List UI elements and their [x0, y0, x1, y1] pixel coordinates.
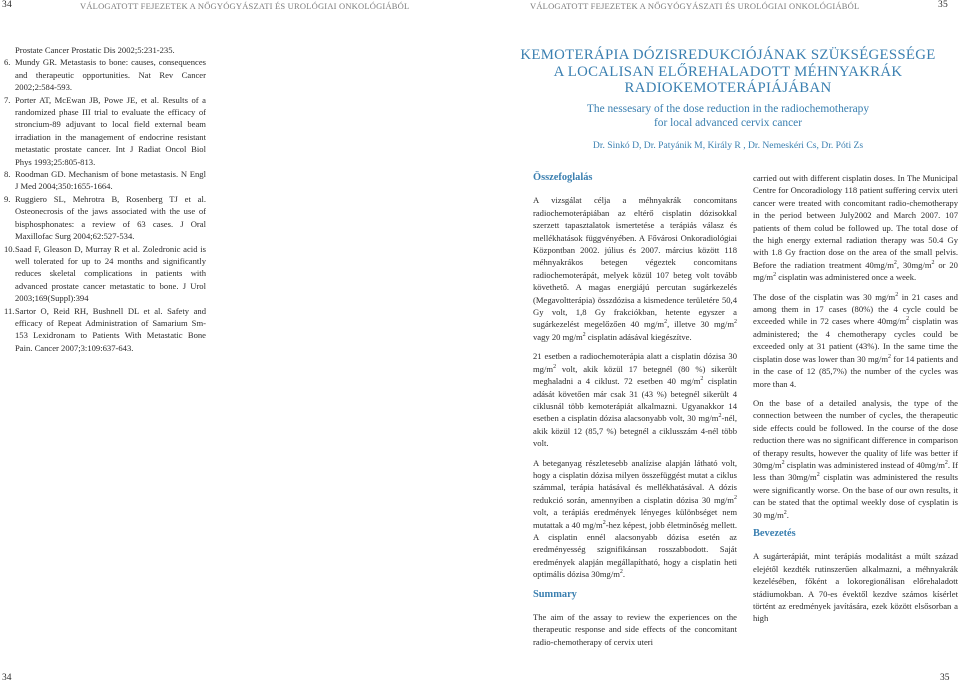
reference-number: 9. [4, 193, 11, 204]
left-page-number-top: 34 [2, 0, 12, 10]
left-page-number-bottom: 34 [2, 673, 12, 683]
right-page-number-bottom: 35 [940, 673, 950, 683]
reference-number: 8. [4, 169, 11, 180]
reference-number: 11. [4, 305, 15, 316]
subtitle-line-1: The nessesary of the dose reduction in the radiochemotherapy [586, 103, 870, 115]
reference-text: Saad F, Gleason D, Murray R et al. Zoledronic acid is well tolerated for up to 24 months and significantly reduces skeletal complications in patients with advanced prostate cancer metastatic to bone. J Urol 2003;169(Suppl):394 [15, 243, 206, 304]
title-line-3: RADIOKEMOTERÁPIÁJÁBAN [624, 80, 832, 96]
article-title [496, 47, 960, 97]
summary-paragraph-2: carried out with different cisplatin doses. In The Municipal Centre for Oncoradiology 118 patient suffering cervix uteri cancer were treated with concomitant radio-chemotherapy in the period between July2002 and March 2007. 107 patients of them colud be followed up. The total dose of the high energy external radiation therapy was 50.4 Gy with 1.8 Gy fraction dose on the area of the small pelvis. Before the radiation treatment $40mg/m^2$, $30mg/m^2$ or 20 $mg/m^2$ cisplatin was administered once a week. [753, 173, 958, 283]
reference-text: Porter AT, McEwan JB, Powe JE, et al. Results of a randomized phase III trial to evaluate the efficacy of stroncium-89 adjuvant to local field external beam irradiation in the management of endocrine resistant metastatic prostate cancer. Int J Radiat Oncol Biol Phys 1993;25:805-813. [15, 94, 206, 167]
reference-number [4, 44, 15, 56]
article-authors: Dr. Sinkó D, Dr. Patyánik M, Király R , Dr. Nemeskéri Cs, Dr. Póti Zs [592, 140, 864, 151]
subtitle-line-2: for local advanced cervix cancer [654, 117, 802, 129]
reference-item [4, 305, 206, 355]
reference-text: Mundy GR. Metastasis to bone: causes, consequences and therapeutic opportunities. Nat Rev Cancer 2002;2:584-593. [15, 57, 206, 93]
osszefoglalas-paragraph-1: A vizsgálat célja a méhnyakrák concomitans radiochemoterápiában az eltérő cisplatin dózisokkal szerzett tapasztalatok ismertetése a terápiás válasz és mellékhatások függvényében. A Fővárosi Onkoradiológiai Központban 2002. július és 2007. március között 118 méhnyakrákos betegen végeztek concomitans radiochemoterápát, melyek közül 107 beteg volt tovább követhető. A magas energiájú percutan sugárkezelés (Megavoltterápia) összdózisa a kismedence területére 50,4 Gy volt, 1,8 Gy frakciókban, hetente egyszer a sugárkezelést megelőzően 40 $mg/m^2$, illetve 30 $mg/m^2$ vagy 20 $mg/m^2$ cisplatin adásával kiegészítve. [533, 195, 737, 342]
reference-item [4, 94, 206, 168]
reference-item [4, 193, 206, 243]
reference-text: Sartor O, Reid RH, Bushnell DL et al. Safety and efficacy of Repeat Administration of Samarium Sm-153 Lexidronam to Patients With Metastatic Bone Pain. Cancer 2007;3:109:637-643. [15, 305, 206, 353]
reference-item [4, 168, 206, 193]
osszefoglalas-paragraph-3: A beteganyag részletesebb analízise alapján látható volt, hogy a cisplatin dózisa milyen összefüggést mutat a ciklus számmal, terápia hatásával és mellékhatásával. A dózis redukció során, amennyiben a cisplatin dózisa 30 $mg/m^2$ volt, a terápiás eredmények lényeges különbséget nem mutattak a 40 $mg/m^2$-hez képest, jobb életminőség mellett. A cisplatin ennél alacsonyabb dózisa esetén az eredményesség szignifikánsan rosszabbodott. Saját eredmények alapján megállapítható, hogy a cisplatin heti optimális dózisa $30mg/m^2$. [533, 457, 737, 580]
left-running-header: VÁLOGATOTT FEJEZETEK A NŐGYÓGYÁSZATI ÉS UROLÓGIAI ONKOLÓGIÁBÓL [80, 1, 410, 11]
reference-item [4, 56, 206, 93]
reference-number: 7. [4, 94, 11, 105]
heading-summary: Summary [533, 588, 577, 600]
reference-item [4, 243, 206, 305]
title-line-1: KEMOTERÁPIA DÓZISREDUKCIÓJÁNAK SZÜKSÉGESSÉGE [520, 47, 936, 63]
references-list [4, 44, 206, 354]
reference-text: Ruggiero SL, Mehrotra B, Rosenberg TJ et al. Osteonecrosis of the jaws associated with the use of bisphosphonates: a review of 63 cases. J Oral Maxillofac Surg 2004;62:527-534. [15, 193, 206, 242]
reference-number: 10. [4, 243, 15, 254]
osszefoglalas-paragraph-2: 21 esetben a radiochemoterápia alatt a cisplatin dózisa 30 $mg/m^2$ volt, akik közül 17 betegnél (80 %) sikerült meghaladni a 4 ciklust. 72 esetben 40 $mg/m^2$ cisplatin adását követően már csak 31 (43 %) betegnél sikerült 4 ciklusnál több kemoterápiát alkalmazni. Ugyanakkor 14 esetben a cisplatin dózisa alacsonyabb volt, 30 $mg/m^2$-nél, akik közül 12 (85,7 %) betegnél a ciklusszám 4-nél több volt. [533, 351, 737, 449]
title-line-2: A LOCALISAN ELŐREHALADOTT MÉHNYAKRÁK [553, 63, 903, 80]
reference-number: 6. [4, 57, 11, 68]
bevezetes-paragraph-1: A sugárterápiát, mint terápiás modalitást a múlt század elejétől kezdték rutinszerűen alkalmazni, a méhnyakrák kezelésében, főként a lokoregionálisan előrehaladott stádiumokban. A 70-es évektől kezdve számos kísérlet történt az eredmények javítására, ezek között elsősorban a high [753, 551, 958, 624]
heading-osszefoglalas: Összefoglalás [533, 172, 593, 183]
article-column-right [753, 172, 958, 632]
article-subtitle [496, 102, 960, 130]
summary-paragraph-3: The dose of the cisplatin was 30 $mg/m^2$ in 21 cases and among them in 17 cases (80%) the 4 cycle could be exceeded while in 72 cases where $40mg/m^2$ cisplatin was administered; the 4 chemotherapy cycles could be exceeded only at 31 patient (43%). In the same time the cisplatin dose was lower than 30 $mg/m^2$ for 14 patients and in the case of 12 (85,7%) the number of the cycles was more than 4. [753, 291, 959, 389]
summary-paragraph-4: On the base of a detailed analysis, the type of the connection between the number of cycles, the therapeutic side effects could be followed. In the course of the dose reduction there was no significant difference in comparison of therapy results, however the quality of life was better if $30mg/m^2$ cisplatin was administered instead of $40mg/m^2$. If less than $30mg/m^2$ cisplatin was administered the results were significantly worse. On the base of our own results, it can be stated that the optimal weekly dose of cysplatin is 30 $mg/m^2$. [753, 397, 958, 520]
article-column-left [533, 172, 737, 655]
reference-item [4, 44, 206, 56]
right-running-header: VÁLOGATOTT FEJEZETEK A NŐGYÓGYÁSZATI ÉS UROLÓGIAI ONKOLÓGIÁBÓL [530, 1, 860, 11]
summary-paragraph-1: The aim of the assay to review the experiences on the therapeutic response and side effects of the concomitant radio-chemotherapy of cervix uteri [533, 612, 737, 647]
reference-text: Roodman GD. Mechanism of bone metastasis. N Engl J Med 2004;350:1655-1664. [15, 169, 206, 192]
reference-text: Prostate Cancer Prostatic Dis 2002;5:231-235. [15, 45, 175, 55]
right-page-number-top: 35 [938, 0, 948, 10]
heading-bevezetes: Bevezetés [753, 527, 796, 539]
